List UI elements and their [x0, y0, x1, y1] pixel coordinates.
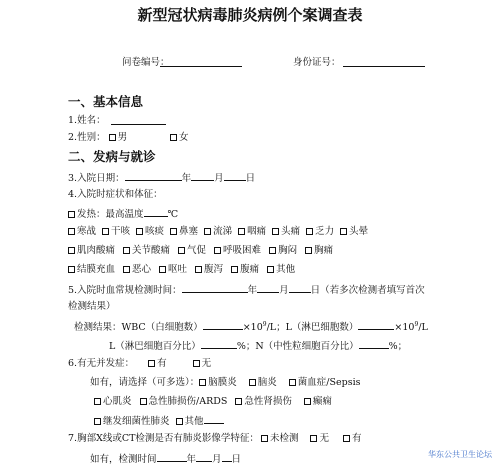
symptom-checkbox[interactable] [231, 266, 238, 273]
complication-checkbox[interactable] [94, 398, 101, 405]
other-complication-field[interactable] [204, 415, 224, 424]
symptom-label: 胸痛 [314, 245, 334, 256]
symptom-checkbox[interactable] [123, 247, 130, 254]
complication-label: 癫痫 [312, 396, 332, 407]
month-label: 月 [212, 454, 222, 465]
no-label: 无 [201, 358, 212, 369]
max-temp-field[interactable] [144, 208, 168, 217]
section-onset: 二、发病与就诊 [68, 149, 156, 164]
symptom-label: 关节酸痛 [132, 245, 171, 256]
celsius-unit: ℃ [167, 209, 179, 220]
symptom-row-3 [68, 265, 295, 275]
symptom-checkbox[interactable] [204, 228, 211, 235]
symptom-label: 结膜充血 [77, 264, 116, 275]
lymph-count-label: /L；L（淋巴细胞数） [266, 322, 359, 333]
female-checkbox[interactable] [170, 134, 177, 141]
symptom-label: 恶心 [132, 264, 152, 275]
symptom-label: 鼻塞 [179, 226, 199, 237]
blood-test-time-row [68, 284, 425, 296]
imaging-none-checkbox[interactable] [310, 435, 317, 442]
imaging-untested-checkbox[interactable] [261, 435, 268, 442]
wbc-label: 检测结果：WBC（白细胞数） [74, 322, 203, 333]
male-label: 男 [117, 132, 128, 143]
complication-checkbox[interactable] [289, 379, 296, 386]
imaging-row [68, 434, 361, 444]
symptom-checkbox[interactable] [238, 228, 245, 235]
symptom-checkbox[interactable] [136, 228, 143, 235]
complication-options-2 [94, 397, 332, 407]
symptom-checkbox[interactable] [68, 266, 75, 273]
complication-checkbox[interactable] [140, 398, 147, 405]
complication-label: 急性肾损伤 [244, 396, 292, 407]
questionnaire-no-label: 问卷编号： [122, 57, 170, 68]
complication-checkbox[interactable] [304, 398, 311, 405]
symptom-checkbox[interactable] [305, 247, 312, 254]
imaging-month-field[interactable] [196, 453, 212, 462]
month-label: 月 [279, 285, 289, 296]
admission-year-field[interactable] [125, 172, 182, 181]
symptom-label: 呼吸困难 [223, 245, 262, 256]
complication-yes-checkbox[interactable] [148, 360, 155, 367]
percent-row [109, 340, 407, 352]
id-no-label: 身份证号： [293, 57, 341, 68]
section-basic-info: 一、基本信息 [68, 94, 144, 109]
neutro-pct-label: %；N（中性粒细胞百分比） [236, 341, 359, 352]
lymph-pct-label: L（淋巴细胞百分比） [109, 341, 201, 352]
form-title: 新型冠状病毒肺炎病例个案调查表 [137, 6, 363, 24]
select-prompt: 如有，请选择（可多选）： [90, 377, 200, 388]
wbc-row [74, 321, 428, 333]
yes-label: 有 [351, 433, 362, 444]
day-label: 日 [310, 285, 321, 296]
wbc-field[interactable] [203, 321, 243, 330]
symptom-label: 其他 [276, 264, 296, 275]
symptom-label: 肌肉酸痛 [77, 245, 116, 256]
symptom-checkbox[interactable] [68, 247, 75, 254]
symptom-label: 头痛 [281, 226, 301, 237]
x10-label: ×10 [394, 322, 415, 333]
questionnaire-no-field[interactable] [160, 58, 242, 67]
blood-test-note: （若多次检测者填写首次 [320, 285, 425, 296]
imaging-yes-checkbox[interactable] [343, 435, 350, 442]
admission-month-field[interactable] [191, 172, 214, 181]
symptom-label: 头晕 [349, 226, 369, 237]
symptom-row-2 [68, 246, 333, 256]
symptom-checkbox[interactable] [272, 228, 279, 235]
symptom-label: 乏力 [315, 226, 335, 237]
complication-checkbox[interactable] [249, 379, 256, 386]
symptom-label: 咳痰 [145, 226, 165, 237]
complication-label: 其他 [184, 416, 204, 427]
blood-test-month-field[interactable] [257, 284, 279, 293]
symptom-label: 干咳 [111, 226, 131, 237]
symptom-label: 腹泻 [204, 264, 224, 275]
lymph-count-field[interactable] [358, 321, 394, 330]
complication-label: 急性肺损伤/ARDS [148, 396, 228, 407]
symptom-label: 流涕 [213, 226, 233, 237]
female-label: 女 [179, 132, 189, 143]
per-liter-label: /L [418, 322, 428, 333]
complication-options-3 [94, 415, 224, 427]
imaging-day-field[interactable] [222, 453, 232, 462]
symptom-checkbox[interactable] [68, 228, 75, 235]
complication-label: 脑炎 [257, 377, 277, 388]
complications-row [68, 359, 211, 369]
symptom-label: 寒战 [77, 226, 97, 237]
symptom-checkbox[interactable] [170, 228, 177, 235]
name-label: 1.姓名： [68, 115, 106, 126]
fever-checkbox[interactable] [68, 211, 75, 218]
blood-test-note-2: 检测结果） [68, 301, 116, 312]
symptom-label: 胸闷 [278, 245, 298, 256]
name-field[interactable] [111, 116, 166, 125]
lymph-pct-field[interactable] [201, 340, 237, 349]
gender-label: 2.性别： [68, 132, 106, 143]
fever-label: 发热：最高温度 [77, 209, 144, 220]
blood-test-day-field[interactable] [289, 284, 311, 293]
fever-row [68, 208, 178, 220]
day-label: 日 [231, 454, 242, 465]
admission-day-field[interactable] [224, 172, 246, 181]
imaging-date-row [90, 453, 241, 465]
symptom-row-1 [68, 227, 368, 237]
symptom-checkbox[interactable] [123, 266, 130, 273]
male-checkbox[interactable] [109, 134, 116, 141]
complication-label: 脑膜炎 [208, 377, 237, 388]
complication-checkbox[interactable] [94, 418, 101, 425]
exponent: 9 [262, 321, 267, 328]
complication-options-1 [90, 378, 361, 388]
neutro-pct-field[interactable] [359, 340, 389, 349]
symptom-label: 腹痛 [240, 264, 260, 275]
symptom-checkbox[interactable] [267, 266, 274, 273]
x10-label: ×10 [242, 322, 263, 333]
year-label: 年 [186, 454, 197, 465]
symptom-checkbox[interactable] [195, 266, 202, 273]
admission-date-label: 3.入院日期： [68, 173, 125, 184]
day-label: 日 [245, 173, 256, 184]
year-label: 年 [247, 285, 258, 296]
year-label: 年 [181, 173, 192, 184]
none-label: 无 [319, 433, 329, 444]
symptom-checkbox[interactable] [214, 247, 221, 254]
watermark: 华东公共卫生论坛 [428, 450, 492, 459]
symptom-checkbox[interactable] [269, 247, 276, 254]
symptom-checkbox[interactable] [306, 228, 313, 235]
untested-label: 未检测 [269, 433, 299, 444]
complication-label: 心肌炎 [103, 396, 132, 407]
imaging-label: 7.胸部X线或CT检测是否有肺炎影像学特征： [68, 433, 259, 444]
yes-label: 有 [157, 358, 167, 369]
symptoms-label: 4.入院时症状和体征： [68, 189, 163, 200]
symptom-checkbox[interactable] [178, 247, 185, 254]
complication-no-checkbox[interactable] [193, 360, 200, 367]
blood-test-year-field[interactable] [182, 284, 248, 293]
complications-label: 6.有无并发症： [68, 358, 135, 369]
blood-test-time-label: 5.入院时血常规检测时间： [68, 285, 182, 296]
imaging-date-label: 如有，检测时间 [90, 454, 157, 465]
month-label: 月 [214, 173, 224, 184]
symptom-checkbox[interactable] [102, 228, 109, 235]
complication-label: 菌血症/Sepsis [297, 377, 361, 388]
admission-date-row [68, 172, 255, 184]
complication-checkbox[interactable] [176, 418, 183, 425]
complication-label: 继发细菌性肺炎 [103, 416, 170, 427]
symptom-label: 气促 [187, 245, 207, 256]
symptom-checkbox[interactable] [340, 228, 347, 235]
complication-checkbox[interactable] [199, 379, 206, 386]
imaging-year-field[interactable] [157, 453, 187, 462]
id-no-field[interactable] [343, 58, 425, 67]
symptom-checkbox[interactable] [159, 266, 166, 273]
complication-checkbox[interactable] [235, 398, 242, 405]
percent-unit: %； [388, 341, 408, 352]
symptom-label: 咽痛 [247, 226, 267, 237]
symptom-label: 呕吐 [168, 264, 188, 275]
exponent: 9 [414, 321, 419, 328]
